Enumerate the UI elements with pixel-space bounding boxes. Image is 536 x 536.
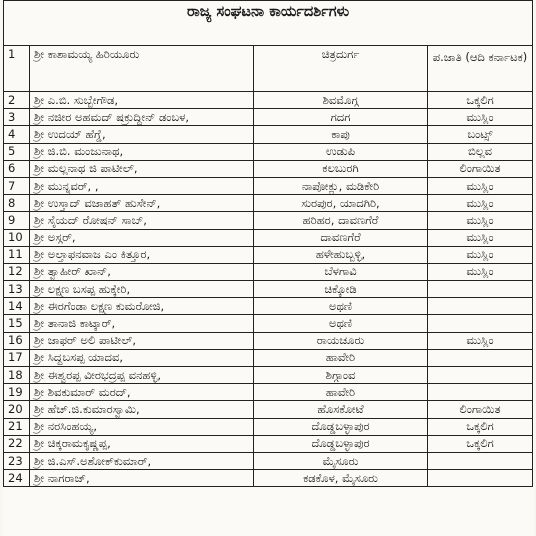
serial-number-cell: 18 xyxy=(4,367,30,384)
member-name-cell: ಶ್ರೀ ಉದಯ್ ಹೆಗ್ಡೆ, xyxy=(30,126,254,143)
serial-number-cell: 9 xyxy=(4,212,30,229)
district-cell: ದಾವಣಗೆರೆ xyxy=(254,229,428,246)
member-name-cell: ಶ್ರೀ ಜಿ.ಬಿ. ಮಂಜುನಾಥ, xyxy=(30,143,254,160)
community-cell: ಮುಸ್ಲಿಂ xyxy=(428,246,533,263)
community-cell: ಮುಸ್ಲಿಂ xyxy=(428,263,533,280)
member-name-cell: ಶ್ರೀ ಎ.ಬಿ. ಸುಬ್ಬೇಗೌಡ, xyxy=(30,92,254,109)
district-cell: ದೊಡ್ಡಬಳ್ಳಾಪುರ xyxy=(254,418,428,435)
table-row xyxy=(4,126,533,143)
district-cell: ಉಡುಪಿ xyxy=(254,143,428,160)
community-cell xyxy=(428,470,533,487)
community-cell xyxy=(428,315,533,332)
table-row xyxy=(4,160,533,177)
member-name-cell: ಶ್ರೀ ಉಸ್ತಾದ್ ವಜಾಹತ್ ಹುಸೇನ್, xyxy=(30,195,254,212)
table-row xyxy=(4,452,533,469)
district-cell: ಹಾವೇರಿ xyxy=(254,384,428,401)
community-cell xyxy=(428,384,533,401)
community-cell: ಒಕ್ಕಲಿಗ xyxy=(428,435,533,452)
serial-number-cell: 17 xyxy=(4,349,30,366)
member-name-cell: ಶ್ರೀ ನರಸಿಂಹಯ್ಯ, xyxy=(30,418,254,435)
serial-number-cell: 2 xyxy=(4,92,30,109)
community-cell: ಮುಸ್ಲಿಂ xyxy=(428,229,533,246)
member-name-cell: ಶ್ರೀ ಸಿದ್ದಬಸಪ್ಪ ಯಾದವ, xyxy=(30,349,254,366)
table-row xyxy=(4,349,533,366)
district-cell: ಚಿತ್ರದುರ್ಗ xyxy=(254,46,428,92)
community-cell: ಬಂಟ್ಸ್ xyxy=(428,126,533,143)
serial-number-cell: 16 xyxy=(4,332,30,349)
community-cell: ಲಿಂಗಾಯಿತ xyxy=(428,160,533,177)
district-cell: ಶಿಗ್ಗಾಂವ xyxy=(254,367,428,384)
district-cell: ಹೊಸಕೋಟೆ xyxy=(254,401,428,418)
table-row xyxy=(4,470,533,487)
district-cell: ಕಲಬುರಗಿ xyxy=(254,160,428,177)
community-cell: ಮುಸ್ಲಿಂ xyxy=(428,109,533,126)
table-row xyxy=(4,401,533,418)
member-name-cell: ಶ್ರೀ ಅಸ್ಗರ್, xyxy=(30,229,254,246)
table-row xyxy=(4,332,533,349)
table-row xyxy=(4,367,533,384)
table-row xyxy=(4,263,533,280)
serial-number-cell: 7 xyxy=(4,177,30,194)
member-name-cell: ಶ್ರೀ ತ್ವಾಹೀರ್ ಖಾನ್, xyxy=(30,263,254,280)
serial-number-cell: 15 xyxy=(4,315,30,332)
table-row xyxy=(4,315,533,332)
member-name-cell: ಶ್ರೀ ತಾನಾಜಿ ಕಾಟ್ಕಾರ್, xyxy=(30,315,254,332)
member-name-cell: ಶ್ರೀ ನಜೀರ ಅಹಮದ್ ಷಕ್ರುದ್ದೀನ್ ಡಂಬಳ, xyxy=(30,109,254,126)
member-name-cell: ಶ್ರೀ ಅಲ್ತಾಫನವಾಜ ಎಂ ಕಿತ್ತೂರ, xyxy=(30,246,254,263)
district-cell: ನಾಪೋಕ್ಲು, ಮಡಿಕೇರಿ xyxy=(254,177,428,194)
community-cell: ಮುಸ್ಲಿಂ xyxy=(428,177,533,194)
district-cell: ಕಡಕೊಳ, ಮೈಸೂರು xyxy=(254,470,428,487)
secretaries-table xyxy=(3,0,533,487)
community-cell xyxy=(428,281,533,298)
community-cell: ಲಿಂಗಾಯಿತ xyxy=(428,401,533,418)
member-name-cell: ಶ್ರೀ ಈರಗೆಂಡಾ ಲಕ್ಷ್ಮಣ ಕುಮರೋಜಿ, xyxy=(30,298,254,315)
community-cell: ಮುಸ್ಲಿಂ xyxy=(428,332,533,349)
serial-number-cell: 14 xyxy=(4,298,30,315)
district-cell: ಬೆಳಗಾವಿ xyxy=(254,263,428,280)
district-cell: ಅಥಣಿ xyxy=(254,298,428,315)
member-name-cell: ಶ್ರೀ ಶಿವಕುಮಾರ್ ಮರದ್, xyxy=(30,384,254,401)
member-name-cell: ಶ್ರೀ ಸೈಯದ್ ರೋಷನ್ ಸಾಬ್, xyxy=(30,212,254,229)
serial-number-cell: 5 xyxy=(4,143,30,160)
district-cell: ಸುರಪುರ, ಯಾದಗಿರಿ, xyxy=(254,195,428,212)
table-row xyxy=(4,384,533,401)
document-sheet xyxy=(3,0,534,536)
serial-number-cell: 19 xyxy=(4,384,30,401)
page-title: ರಾಜ್ಯ ಸಂಘಟನಾ ಕಾರ್ಯದರ್ಶಿಗಳು xyxy=(4,1,533,46)
community-cell: ಒಕ್ಕಲಿಗ xyxy=(428,92,533,109)
member-name-cell: ಶ್ರೀ ಚಿಕ್ಕರಾಮಕೃಷ್ಣಪ್ಪ, xyxy=(30,435,254,452)
community-cell xyxy=(428,298,533,315)
table-body xyxy=(4,1,533,487)
serial-number-cell: 10 xyxy=(4,229,30,246)
table-row xyxy=(4,246,533,263)
member-name-cell: ಶ್ರೀ ಜಾಫರ್ ಅಲಿ ಪಾಟೀಲ್, xyxy=(30,332,254,349)
table-row xyxy=(4,435,533,452)
serial-number-cell: 22 xyxy=(4,435,30,452)
community-cell: ಮುಸ್ಲಿಂ xyxy=(428,212,533,229)
member-name-cell: ಶ್ರೀ ಮಲ್ಲನಾಥ ಜಿ ಪಾಟೀಲ್, xyxy=(30,160,254,177)
serial-number-cell: 11 xyxy=(4,246,30,263)
member-name-cell: ಶ್ರೀ ಲಕ್ಷ್ಮಣ ಬಸಪ್ಪ ಹುಕ್ಕೇರಿ, xyxy=(30,281,254,298)
serial-number-cell: 21 xyxy=(4,418,30,435)
member-name-cell: ಶ್ರೀ ಜಿ.ಎಸ್.ಅಶೋಕ್‌ಕುಮಾರ್, xyxy=(30,452,254,469)
serial-number-cell: 12 xyxy=(4,263,30,280)
member-name-cell: ಶ್ರೀ ಮುನ್ನವರ್, , xyxy=(30,177,254,194)
table-row xyxy=(4,195,533,212)
district-cell: ದೊಡ್ಡಬಳ್ಳಾಪುರ xyxy=(254,435,428,452)
serial-number-cell: 1 xyxy=(4,46,30,92)
table-row xyxy=(4,418,533,435)
member-name-cell: ಶ್ರೀ ಹೆಚ್.ಜಿ.ಕುಮಾರಸ್ವಾಮಿ, xyxy=(30,401,254,418)
table-row xyxy=(4,92,533,109)
serial-number-cell: 6 xyxy=(4,160,30,177)
member-name-cell: ಶ್ರೀ ಈಶ್ವರಪ್ಪ ವೀರಭದ್ರಪ್ಪ ವನಹಳ್ಳಿ, xyxy=(30,367,254,384)
table-row xyxy=(4,212,533,229)
district-cell: ಅಥಣಿ xyxy=(254,315,428,332)
community-cell: ಪ.ಜಾತಿ (ಆದಿ ಕರ್ನಾಟಕ) xyxy=(428,46,533,92)
serial-number-cell: 3 xyxy=(4,109,30,126)
district-cell: ಮೈಸೂರು xyxy=(254,452,428,469)
title-row xyxy=(4,1,533,46)
serial-number-cell: 4 xyxy=(4,126,30,143)
table-row xyxy=(4,177,533,194)
district-cell: ಚಿಕ್ಕೋಡಿ xyxy=(254,281,428,298)
district-cell: ಗದಗ xyxy=(254,109,428,126)
community-cell: ಮುಸ್ಲಿಂ xyxy=(428,195,533,212)
community-cell: ಬಿಲ್ಲವ xyxy=(428,143,533,160)
table-row xyxy=(4,109,533,126)
table-row xyxy=(4,229,533,246)
table-row xyxy=(4,46,533,92)
community-cell xyxy=(428,452,533,469)
member-name-cell: ಶ್ರೀ ನಾಗರಾಜ್, xyxy=(30,470,254,487)
serial-number-cell: 23 xyxy=(4,452,30,469)
district-cell: ಹರಿಹರ, ದಾವಣಗೆರೆ xyxy=(254,212,428,229)
district-cell: ರಾಯಚೂರು xyxy=(254,332,428,349)
district-cell: ಶಿವಮೊಗ್ಗ xyxy=(254,92,428,109)
table-row xyxy=(4,281,533,298)
table-row xyxy=(4,298,533,315)
community-cell: ಒಕ್ಕಲಿಗ xyxy=(428,418,533,435)
district-cell: ಹಳೇಹುಬ್ಬಳ್ಳಿ, xyxy=(254,246,428,263)
serial-number-cell: 20 xyxy=(4,401,30,418)
community-cell xyxy=(428,367,533,384)
district-cell: ಕಾಪು xyxy=(254,126,428,143)
member-name-cell: ಶ್ರೀ ಕಾಶಾಮಯ್ಯ ಹಿರಿಯೂರು xyxy=(30,46,254,92)
district-cell: ಹಾವೇರಿ xyxy=(254,349,428,366)
serial-number-cell: 8 xyxy=(4,195,30,212)
serial-number-cell: 13 xyxy=(4,281,30,298)
serial-number-cell: 24 xyxy=(4,470,30,487)
table-row xyxy=(4,143,533,160)
community-cell xyxy=(428,349,533,366)
